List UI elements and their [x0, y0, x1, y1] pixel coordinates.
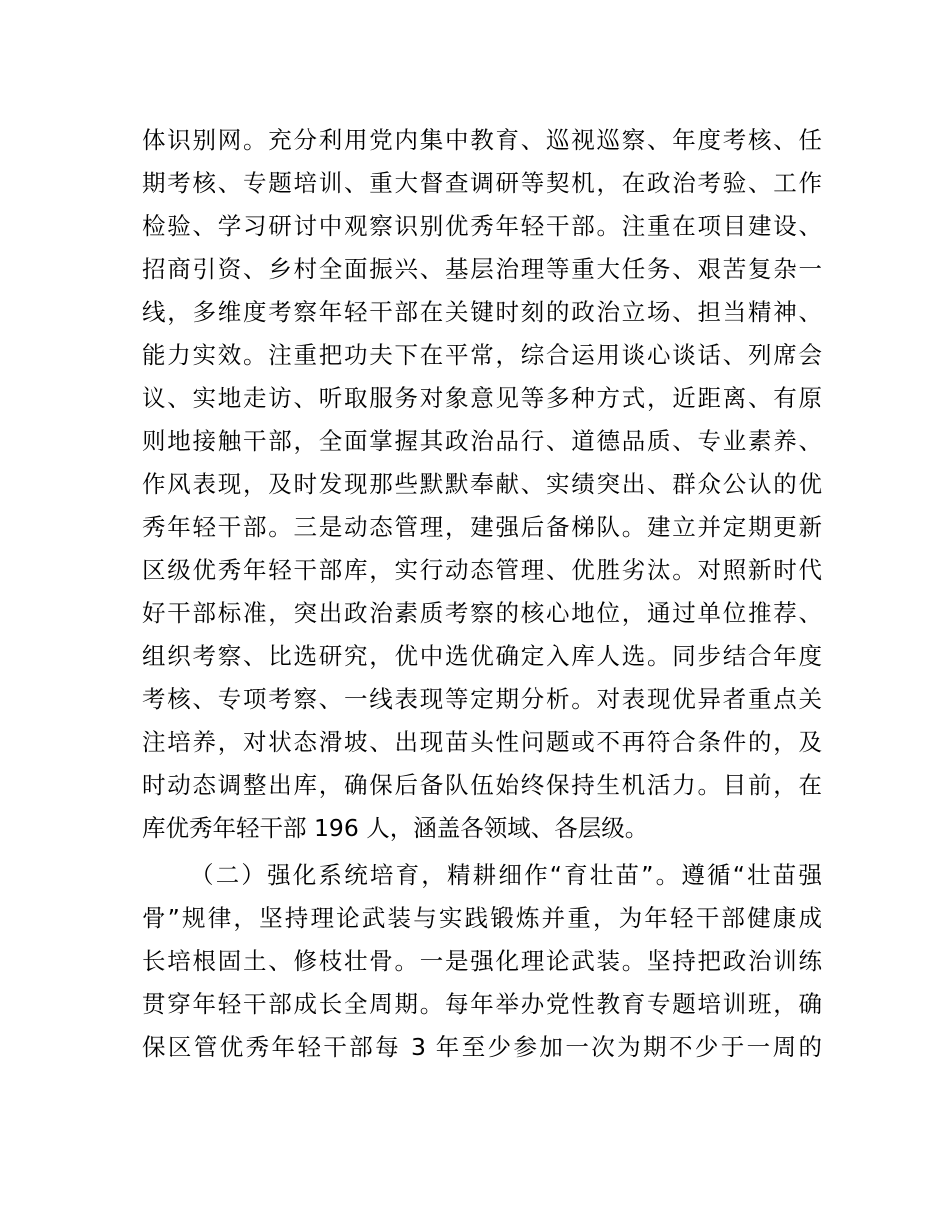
text-line: 期考核、专题培训、重大督查调研等契机，在政治考验、工作 [142, 169, 822, 197]
text-line: 考核、专项考察、一线表现等定期分析。对表现优异者重点关 [142, 685, 822, 713]
text-line: 线，多维度考察年轻干部在关键时刻的政治立场、担当精神、 [142, 298, 822, 326]
text-line: 注培养，对状态滑坡、出现苗头性问题或不再符合条件的，及 [142, 728, 822, 756]
text-line: 议、实地走访、听取服务对象意见等多种方式，近距离、有原 [142, 384, 822, 412]
text-line: 好干部标准，突出政治素质考察的核心地位，通过单位推荐、 [142, 599, 822, 627]
text-line: 检验、学习研讨中观察识别优秀年轻干部。注重在项目建设、 [142, 212, 822, 240]
text-line: 贯穿年轻干部成长全周期。每年举办党性教育专题培训班，确 [142, 990, 822, 1018]
text-line: 则地接触干部，全面掌握其政治品行、道德品质、专业素养、 [142, 427, 822, 455]
text-line: 库优秀年轻干部 196 人，涵盖各领域、各层级。 [142, 814, 649, 842]
text-line: 保区管优秀年轻干部每 3 年至少参加一次为期不少于一周的 [142, 1033, 822, 1061]
text-line: 招商引资、乡村全面振兴、基层治理等重大任务、艰苦复杂一 [142, 255, 822, 283]
text-line: 长培根固土、修枝壮骨。一是强化理论武装。坚持把政治训练 [142, 947, 822, 975]
text-line: 作风表现，及时发现那些默默奉献、实绩突出、群众公认的优 [142, 470, 822, 498]
text-line: 区级优秀年轻干部库，实行动态管理、优胜劣汰。对照新时代 [142, 556, 822, 584]
text-line: （二）强化系统培育，精耕细作“育壮苗”。遵循“壮苗强 [190, 861, 822, 889]
text-line: 体识别网。充分利用党内集中教育、巡视巡察、年度考核、任 [142, 126, 822, 154]
text-line: 秀年轻干部。三是动态管理，建强后备梯队。建立并定期更新 [142, 513, 822, 541]
text-line: 组织考察、比选研究，优中选优确定入库人选。同步结合年度 [142, 642, 822, 670]
text-line: 时动态调整出库，确保后备队伍始终保持生机活力。目前，在 [142, 771, 822, 799]
text-line: 能力实效。注重把功夫下在平常，综合运用谈心谈话、列席会 [142, 341, 822, 369]
text-line: 骨”规律，坚持理论武装与实践锻炼并重，为年轻干部健康成 [142, 904, 822, 932]
